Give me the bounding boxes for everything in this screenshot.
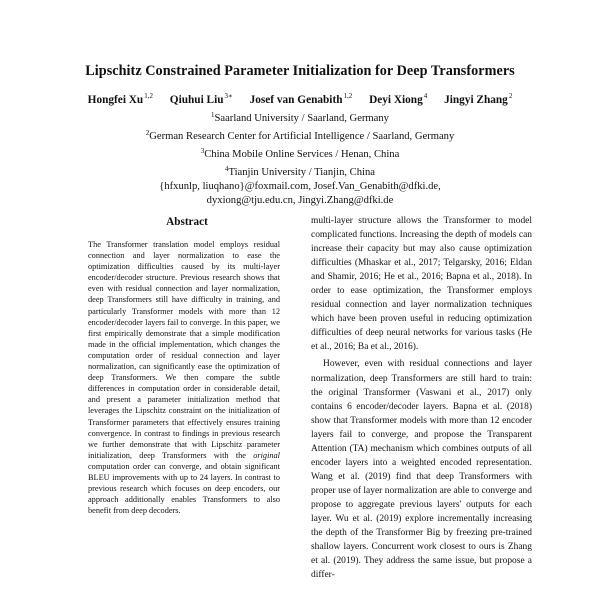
author: Deyi Xiong$^4$ — [369, 92, 428, 106]
body-paragraph: However, even with residual connections and layer normalization, deep Transformers are still hard to train: the original Transformer (Vaswani et al., 2017) only contains 6 encoder/decoder layers. Bapna et al. (2018) show that Transformer models with more than 12 encoder layers fail to converge, and propose the Transparent Attention (TA) mechanism which combines outputs of all encoder layers into a weighted encoded representation. Wang et al. (2019) find that deep Transformers with proper use of layer normalization are able to converge and propose to aggregate previous layers' outputs for each layer. Wu et al. (2019) explore incrementally increasing the depth of the Transformer Big by freezing pre-trained shallow layers. Concurrent work closest to ours is Zhang et al. (2019). They address the same issue, but propose a differ- — [311, 359, 532, 581]
author: Hongfei Xu$^{1,2}$ — [87, 92, 153, 106]
paper-title: Lipschitz Constrained Parameter Initialization for Deep Transformers — [85, 63, 515, 79]
body-paragraph: multi-layer structure allows the Transformer to model complicated functions. Increasing the depth of models can increase their capacity but may also cause optimization difficulties (Mhaskar et al., 2017; Telgarsky, 2016; Eldan and Shamir, 2016; He et al., 2016; Bapna et al., 2018). In order to ease optimization, the Transformer employs residual connection and layer normalization techniques which have been proven useful in reducing optimization difficulties of deep neural networks for various tasks (He et al., 2016; Ba et al., 2016). — [311, 216, 532, 353]
affiliation: $^1$Saarland University / Saarland, Germany — [211, 111, 389, 124]
affiliation: $^4$Tianjin University / Tianjin, China — [225, 165, 375, 178]
affiliation: $^3$China Mobile Online Services / Henan, China — [200, 147, 400, 160]
email-line: {hfxunlp, liuqhano}@foxmail.com, Josef.Van_Genabith@dfki.de, — [159, 181, 441, 192]
author-list — [0, 92, 600, 106]
affiliation: $^2$German Research Center for Artificial Intelligence / Saarland, Germany — [145, 129, 455, 142]
author: Qiuhui Liu$^{3∗}$ — [169, 92, 233, 106]
author: Jingyi Zhang$^2$ — [444, 92, 513, 106]
affiliations — [0, 108, 600, 208]
email-line: dyxiong@tju.edu.cn, Jingyi.Zhang@dfki.de — [206, 195, 394, 206]
author: Josef van Genabith$^{1,2}$ — [249, 92, 353, 106]
abstract-heading: Abstract — [166, 216, 208, 228]
abstract-text: The Transformer translation model employs residual connection and layer normalization to ease the optimization difficulties caused by its multi-layer encoder/decoder structure. Previous research shows that even with residual connection and layer normalization, deep Transformers still have difficulty in training, and particularly Transformer models with more than 12 encoder/decoder layers fail to converge. In this paper, we first empirically demonstrate that a simple modification made in the official implementation, which changes the computation order of residual connection and layer normalization, can significantly ease the optimization of deep Transformers. We then compare the subtle differences in computation order in considerable detail, and present a parameter initialization method that leverages the Lipschitz constraint on the initialization of Transformer parameters that effectively ensures training convergence. In contrast to findings in previous research we further demonstrate that with Lipschitz parameter initialization, deep Transformers with the original computation order can converge, and obtain significant BLEU improvements with up to 24 layers. In contrast to previous research which focuses on deep encoders, our approach additionally enables Transformers to also benefit from deep decoders. — [88, 240, 280, 516]
left-column — [88, 214, 280, 516]
right-column — [311, 214, 532, 582]
